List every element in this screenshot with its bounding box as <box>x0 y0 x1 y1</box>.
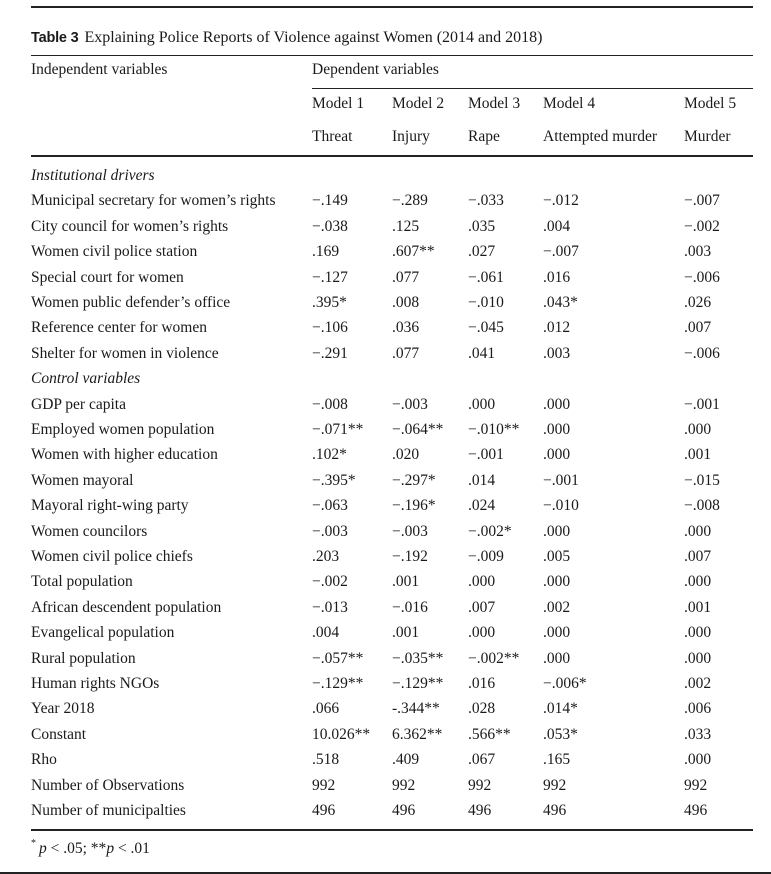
coefficient-cell: −.061 <box>468 269 504 286</box>
coefficient-cell: .000 <box>543 421 571 438</box>
top-rule <box>31 6 753 8</box>
coefficient-cell: .035 <box>468 218 496 235</box>
coefficient-cell: 992 <box>684 777 708 794</box>
row-label: GDP per capita <box>31 396 126 413</box>
row-label: Municipal secretary for women’s rights <box>31 192 276 209</box>
row-label: Special court for women <box>31 269 184 286</box>
coefficient-cell: −.289 <box>392 192 428 209</box>
coefficient-cell: −.002* <box>468 523 512 540</box>
coefficient-cell: .000 <box>684 751 712 768</box>
row-label: Number of municipalties <box>31 802 186 819</box>
row-label: Rho <box>31 751 57 768</box>
coefficient-cell: .000 <box>543 573 571 590</box>
footer-rule <box>31 829 753 831</box>
row-label: City council for women’s rights <box>31 218 229 235</box>
coefficient-cell: .002 <box>684 675 712 692</box>
row-label: Women with higher education <box>31 446 218 463</box>
coefficient-cell: -.344** <box>392 700 440 717</box>
coefficient-cell: −.192 <box>392 548 428 565</box>
coefficient-cell: .002 <box>543 599 571 616</box>
coefficient-cell: .020 <box>392 446 420 463</box>
spanner-header: Dependent variables <box>312 61 439 78</box>
model-header-4: Model 4 <box>543 95 596 112</box>
coefficient-cell: −.196* <box>392 497 436 514</box>
coefficient-cell: −.063 <box>312 497 348 514</box>
footnote-p1: p <box>39 840 47 857</box>
coefficient-cell: −.006 <box>684 269 720 286</box>
coefficient-cell: .000 <box>543 624 571 641</box>
row-label: Evangelical population <box>31 624 175 641</box>
dependent-variable-5: Murder <box>684 128 731 145</box>
coefficient-cell: .000 <box>684 624 712 641</box>
section-title: Control variables <box>31 370 141 387</box>
coefficient-cell: .012 <box>543 319 571 336</box>
coefficient-cell: .004 <box>543 218 571 235</box>
coefficient-cell: .000 <box>684 650 712 667</box>
coefficient-cell: −.002 <box>684 218 720 235</box>
coefficient-cell: −.013 <box>312 599 348 616</box>
coefficient-cell: .024 <box>468 497 496 514</box>
coefficient-cell: .395* <box>312 294 347 311</box>
coefficient-cell: −.297* <box>392 472 436 489</box>
coefficient-cell: .000 <box>543 650 571 667</box>
row-label: Constant <box>31 726 87 743</box>
coefficient-cell: 496 <box>312 802 336 819</box>
coefficient-cell: −.010 <box>468 294 504 311</box>
row-label: Rural population <box>31 650 136 667</box>
coefficient-cell: .006 <box>684 700 712 717</box>
coefficient-cell: .028 <box>468 700 496 717</box>
caption-rule <box>31 55 753 56</box>
section-title: Institutional drivers <box>31 167 155 184</box>
coefficient-cell: .125 <box>392 218 420 235</box>
coefficient-cell: −.016 <box>392 599 428 616</box>
coefficient-cell: −.129** <box>392 675 444 692</box>
coefficient-cell: .041 <box>468 345 496 362</box>
coefficient-cell: −.002** <box>468 650 520 667</box>
table-label: Table 3 <box>31 30 79 46</box>
coefficient-cell: .005 <box>543 548 571 565</box>
coefficient-cell: .203 <box>312 548 340 565</box>
coefficient-cell: 10.026** <box>312 726 371 743</box>
coefficient-cell: .000 <box>684 573 712 590</box>
coefficient-cell: .000 <box>543 446 571 463</box>
coefficient-cell: .043* <box>543 294 578 311</box>
coefficient-cell: .036 <box>392 319 420 336</box>
row-label: Year 2018 <box>31 700 95 717</box>
table-title: Explaining Police Reports of Violence against Women (2014 and 2018) <box>84 29 543 46</box>
row-label: Women public defender’s office <box>31 294 231 311</box>
table-caption <box>31 29 542 47</box>
coefficient-cell: .165 <box>543 751 571 768</box>
coefficient-cell: 496 <box>684 802 708 819</box>
coefficient-cell: .000 <box>684 523 712 540</box>
coefficient-cell: .003 <box>543 345 571 362</box>
significance-footnote <box>31 840 150 858</box>
coefficient-cell: 6.362** <box>392 726 443 743</box>
coefficient-cell: −.012 <box>543 192 579 209</box>
row-label: Women councilors <box>31 523 148 540</box>
coefficient-cell: .102* <box>312 446 347 463</box>
row-label: Women civil police station <box>31 243 198 260</box>
coefficient-cell: −.008 <box>312 396 348 413</box>
row-label: Reference center for women <box>31 319 207 336</box>
coefficient-cell: −.127 <box>312 269 348 286</box>
coefficient-cell: −.001 <box>468 446 504 463</box>
coefficient-cell: .000 <box>468 573 496 590</box>
coefficient-cell: −.015 <box>684 472 720 489</box>
coefficient-cell: .077 <box>392 269 420 286</box>
coefficient-cell: .026 <box>684 294 712 311</box>
coefficient-cell: .566** <box>468 726 511 743</box>
coefficient-cell: .007 <box>684 319 712 336</box>
coefficient-cell: .001 <box>684 599 712 616</box>
coefficient-cell: −.149 <box>312 192 348 209</box>
coefficient-cell: −.038 <box>312 218 348 235</box>
row-label: Employed women population <box>31 421 215 438</box>
coefficient-cell: .000 <box>468 396 496 413</box>
coefficient-cell: −.006 <box>684 345 720 362</box>
coefficient-cell: .003 <box>684 243 712 260</box>
coefficient-cell: .001 <box>392 624 420 641</box>
coefficient-cell: −.007 <box>543 243 579 260</box>
dependent-variable-3: Rape <box>468 128 500 145</box>
coefficient-cell: .169 <box>312 243 340 260</box>
row-label: African descendent population <box>31 599 222 616</box>
coefficient-cell: .000 <box>468 624 496 641</box>
coefficient-cell: .607** <box>392 243 435 260</box>
coefficient-cell: −.009 <box>468 548 504 565</box>
coefficient-cell: −.006* <box>543 675 587 692</box>
coefficient-cell: −.010 <box>543 497 579 514</box>
footnote-threshold-2: < .01 <box>114 840 150 857</box>
coefficient-cell: −.001 <box>684 396 720 413</box>
dependent-variable-2: Injury <box>392 128 430 145</box>
coefficient-cell: −.064** <box>392 421 444 438</box>
row-label: Mayoral right-wing party <box>31 497 189 514</box>
coefficient-cell: −.002 <box>312 573 348 590</box>
coefficient-cell: .000 <box>684 421 712 438</box>
row-label: Women mayoral <box>31 472 134 489</box>
coefficient-cell: .004 <box>312 624 340 641</box>
coefficient-cell: −.395* <box>312 472 356 489</box>
coefficient-cell: .014 <box>468 472 496 489</box>
coefficient-cell: 496 <box>392 802 416 819</box>
coefficient-cell: 992 <box>312 777 336 794</box>
row-label: Women civil police chiefs <box>31 548 193 565</box>
coefficient-cell: −.003 <box>312 523 348 540</box>
header-rule <box>31 155 753 157</box>
coefficient-cell: 992 <box>543 777 567 794</box>
coefficient-cell: −.007 <box>684 192 720 209</box>
model-header-2: Model 2 <box>392 95 445 112</box>
stub-header: Independent variables <box>31 61 168 78</box>
coefficient-cell: .008 <box>392 294 420 311</box>
coefficient-cell: .053* <box>543 726 578 743</box>
coefficient-cell: .033 <box>684 726 712 743</box>
coefficient-cell: −.003 <box>392 396 428 413</box>
row-label: Shelter for women in violence <box>31 345 219 362</box>
footnote-marker: * <box>31 838 36 849</box>
coefficient-cell: 992 <box>468 777 492 794</box>
spanner-rule <box>312 88 753 89</box>
coefficient-cell: .067 <box>468 751 496 768</box>
coefficient-cell: 496 <box>468 802 492 819</box>
coefficient-cell: −.071** <box>312 421 364 438</box>
coefficient-cell: .014* <box>543 700 578 717</box>
coefficient-cell: .001 <box>684 446 712 463</box>
coefficient-cell: −.057** <box>312 650 364 667</box>
footnote-threshold-1: < .05; ** <box>46 840 107 857</box>
model-header-1: Model 1 <box>312 95 365 112</box>
coefficient-cell: .409 <box>392 751 420 768</box>
row-label: Number of Observations <box>31 777 185 794</box>
coefficient-cell: −.035** <box>392 650 444 667</box>
coefficient-cell: .016 <box>543 269 571 286</box>
dependent-variable-1: Threat <box>312 128 353 145</box>
row-label: Human rights NGOs <box>31 675 160 692</box>
model-header-3: Model 3 <box>468 95 521 112</box>
coefficient-cell: .077 <box>392 345 420 362</box>
coefficient-cell: .007 <box>684 548 712 565</box>
coefficient-cell: 496 <box>543 802 567 819</box>
coefficient-cell: −.106 <box>312 319 348 336</box>
dependent-variable-4: Attempted murder <box>543 128 658 145</box>
coefficient-cell: −.008 <box>684 497 720 514</box>
coefficient-cell: .518 <box>312 751 340 768</box>
coefficient-cell: −.001 <box>543 472 579 489</box>
coefficient-cell: −.003 <box>392 523 428 540</box>
coefficient-cell: .001 <box>392 573 420 590</box>
coefficient-cell: −.033 <box>468 192 504 209</box>
coefficient-cell: −.291 <box>312 345 348 362</box>
coefficient-cell: .000 <box>543 396 571 413</box>
coefficient-cell: .000 <box>543 523 571 540</box>
coefficient-cell: .007 <box>468 599 496 616</box>
coefficient-cell: .066 <box>312 700 340 717</box>
coefficient-cell: 992 <box>392 777 416 794</box>
model-header-5: Model 5 <box>684 95 737 112</box>
coefficient-cell: −.010** <box>468 421 520 438</box>
coefficient-cell: .016 <box>468 675 496 692</box>
footnote-p2: p <box>106 840 115 857</box>
coefficient-cell: −.129** <box>312 675 364 692</box>
coefficient-cell: .027 <box>468 243 496 260</box>
coefficient-cell: −.045 <box>468 319 504 336</box>
row-label: Total population <box>31 573 133 590</box>
